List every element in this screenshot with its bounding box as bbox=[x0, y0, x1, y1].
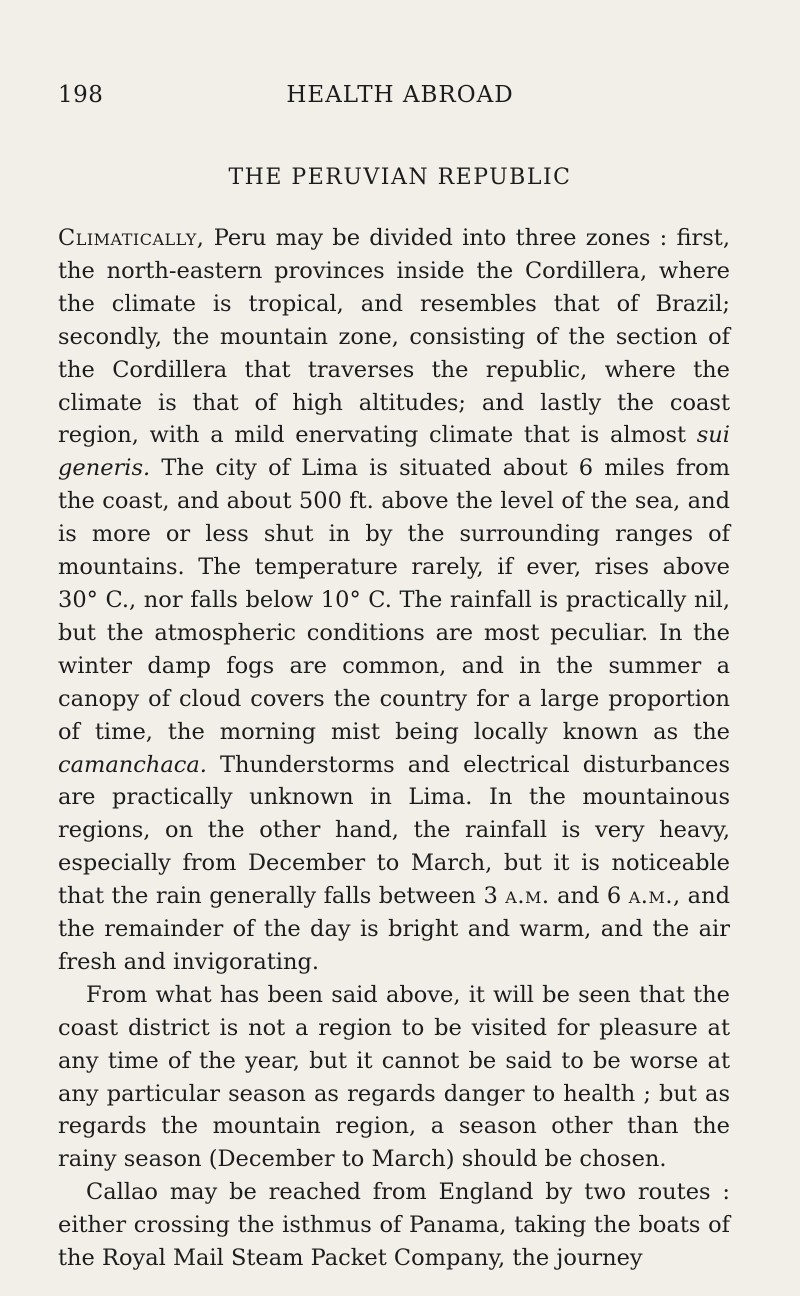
section-title: THE PERUVIAN REPUBLIC bbox=[228, 165, 572, 190]
text-run: Peru may be divided into three zones : first, the north-eastern provinces inside the Cordillera, where the climate is tropical, and resembles that of Brazil; secondly, the mountain zone, consisting of the section of the Cordillera that traverses the republic, where the climate is that of high altitudes; and lastly the coast region, with a mild enervating climate that is almost bbox=[58, 225, 730, 449]
paragraph-seasons: From what has been said above, it will be seen that the coast district is not a region to be visited for pleasure at any time of the year, but it cannot be said to be worse at any particular season as regards danger to health ; but as regards the mountain region, a season other than the rainy season (December to March) should be chosen. bbox=[58, 981, 730, 1173]
text-run: The city of Lima is situated about 6 miles from the coast, and about 500 ft. above the level of the sea, and is more or less shut in by the surrounding ranges of mountains. The temperature rarely, if ever, rises above 30° C., nor falls below 10° C. The rainfall is practically nil, but the atmospheric conditions are most peculiar. In the winter damp fogs are common, and in the summer a canopy of cloud covers the country for a large proportion of time, the morning mist being locally known as the bbox=[58, 455, 730, 745]
text-run: , and the remainder of the day is bright and warm, and the air fresh and invigorating. bbox=[58, 883, 730, 975]
text-run: Thunderstorms and electrical disturbances are practically unknown in Lima. In the mountainous regions, on the other hand, the rainfall is very heavy, especially from December to March, but it is noticeable that the rain generally falls between 3 bbox=[58, 751, 730, 910]
page-header bbox=[58, 82, 742, 112]
text-run: and 6 bbox=[549, 883, 629, 910]
body-text bbox=[58, 222, 730, 1275]
time-abbrev: a.m. bbox=[628, 883, 673, 910]
page-number: 198 bbox=[58, 82, 104, 108]
time-abbrev: a.m. bbox=[505, 883, 550, 910]
italic-term: sui generis. bbox=[58, 422, 730, 482]
italic-term: camanchaca. bbox=[58, 751, 207, 778]
paragraph-routes: Callao may be reached from England by two routes : either crossing the isthmus of Panama, taking the boats of the Royal Mail Steam Packet Company, the journey bbox=[58, 1179, 730, 1272]
running-head: HEALTH ABROAD bbox=[286, 82, 514, 108]
lead-word: Climatically, bbox=[58, 225, 205, 251]
paragraph-climate bbox=[58, 222, 730, 979]
